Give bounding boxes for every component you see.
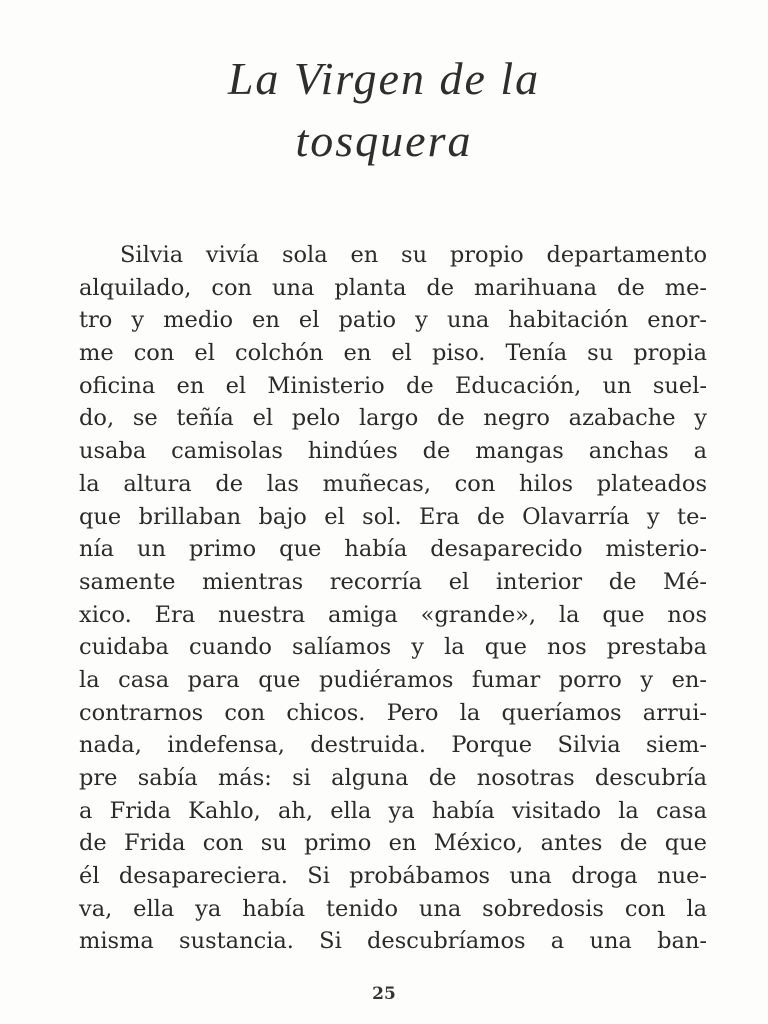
text-line: de Frida con su primo en México, antes de que (79, 830, 707, 857)
text-line: cuidaba cuando salíamos y la que nos prestaba (79, 634, 707, 661)
text-line: usaba camisolas hindúes de mangas anchas a (79, 438, 707, 465)
page-number: 25 (372, 984, 396, 1004)
text-line: xico. Era nuestra amiga «grande», la que nos (79, 601, 707, 628)
text-line: contrarnos con chicos. Pero la queríamos arrui- (79, 699, 707, 726)
text-line: que brillaban bajo el sol. Era de Olavarría y te- (79, 503, 707, 530)
text-line: alquilado, con una planta de marihuana de me- (79, 274, 707, 301)
text-line: pre sabía más: si alguna de nosotras descubría (79, 765, 707, 791)
chapter-title (0, 48, 768, 172)
text-line: do, se teñía el pelo largo de negro azabache y (79, 405, 707, 432)
text-line: samente mientras recorría el interior de Mé- (79, 568, 707, 595)
text-line: tro y medio en el patio y una habitación enor- (79, 307, 707, 334)
text-line: Silvia vivía sola en su propio departamento (120, 242, 707, 268)
text-line: oficina en el Ministerio de Educación, un suel- (79, 372, 707, 399)
chapter-title-line-1: La Virgen de la (227, 53, 541, 104)
text-line: él desapareciera. Si probábamos una droga nue- (79, 863, 707, 890)
text-line: la altura de las muñecas, con hilos plateados (79, 470, 707, 497)
text-line: va, ella ya había tenido una sobredosis con la (79, 895, 707, 922)
chapter-title-line-2: tosquera (295, 115, 473, 166)
text-line: nada, indefensa, destruida. Porque Silvia siem- (79, 732, 707, 759)
text-line: nía un primo que había desaparecido misterio- (79, 536, 707, 563)
text-line: me con el colchón en el piso. Tenía su propia (79, 340, 707, 367)
text-line: a Frida Kahlo, ah, ella ya había visitado la casa (79, 797, 707, 824)
text-line: la casa para que pudiéramos fumar porro y en- (79, 666, 707, 693)
text-line: misma sustancia. Si descubríamos a una ban- (79, 928, 707, 955)
body-paragraph (79, 239, 707, 958)
